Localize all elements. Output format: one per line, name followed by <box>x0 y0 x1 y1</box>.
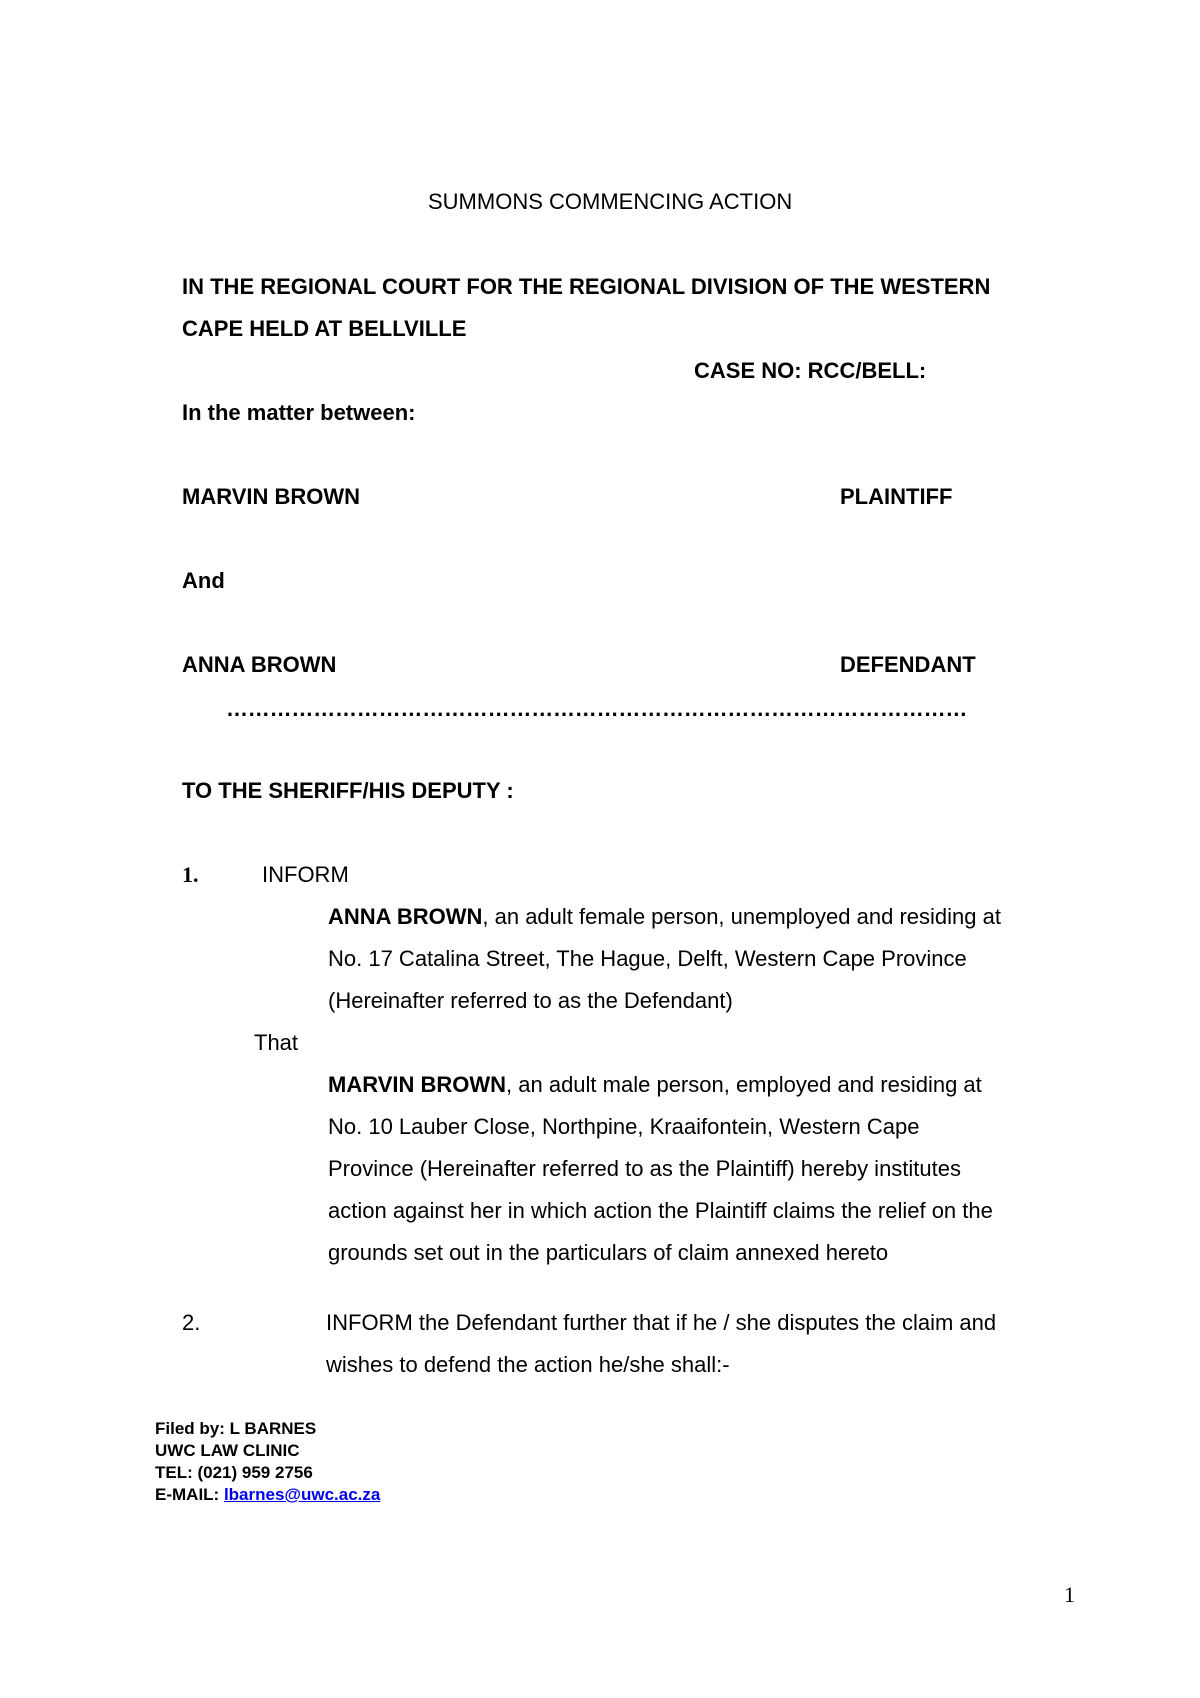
court-heading-line1: IN THE REGIONAL COURT FOR THE REGIONAL DIVISION OF THE WESTERN <box>182 274 991 299</box>
that-connector: That <box>254 1030 299 1055</box>
item-2-line2: wishes to defend the action he/she shall:- <box>326 1352 730 1377</box>
plaintiff-description-line2: No. 10 Lauber Close, Northpine, Kraaifontein, Western Cape <box>328 1114 920 1139</box>
plaintiff-description-line1 <box>328 1072 982 1098</box>
defendant-description-line1 <box>328 904 1001 930</box>
plaintiff-bold-name: MARVIN BROWN <box>328 1072 507 1097</box>
defendant-line1-rest: , an adult female person, unemployed and residing at <box>482 904 1001 929</box>
plaintiff-line1-rest: , an adult male person, employed and residing at <box>506 1072 982 1097</box>
defendant-bold-name: ANNA BROWN <box>328 904 483 929</box>
item-2-number: 2. <box>182 1310 201 1335</box>
and-conjunction: And <box>182 568 225 593</box>
item-1-inform: INFORM <box>262 862 349 887</box>
defendant-description-line2: No. 17 Catalina Street, The Hague, Delft, Western Cape Province <box>328 946 967 971</box>
court-heading-line2: CAPE HELD AT BELLVILLE <box>182 316 467 341</box>
case-number: CASE NO: RCC/BELL: <box>694 358 927 383</box>
footer-tel: TEL: (021) 959 2756 <box>155 1463 313 1482</box>
item-1-number: 1. <box>182 862 199 887</box>
to-sheriff-heading: TO THE SHERIFF/HIS DEPUTY : <box>182 778 514 803</box>
defendant-role: DEFENDANT <box>840 652 976 677</box>
footer-email-label: E-MAIL: <box>155 1485 224 1504</box>
defendant-description-line3: (Hereinafter referred to as the Defendant) <box>328 988 733 1013</box>
page-number: 1 <box>1064 1582 1075 1607</box>
plaintiff-description-line3: Province (Hereinafter referred to as the Plaintiff) hereby institutes <box>328 1156 962 1181</box>
footer-email-link[interactable]: lbarnes@uwc.ac.za <box>223 1485 381 1504</box>
footer-email-line <box>155 1484 380 1505</box>
matter-between-label: In the matter between: <box>182 400 416 425</box>
defendant-name: ANNA BROWN <box>182 652 337 677</box>
plaintiff-name: MARVIN BROWN <box>182 484 361 509</box>
footer-clinic: UWC LAW CLINIC <box>155 1441 300 1460</box>
footer-filed-by: Filed by: L BARNES <box>155 1419 317 1438</box>
plaintiff-description-line5: grounds set out in the particulars of claim annexed hereto <box>328 1240 889 1265</box>
dotted-separator: ………………………………………………………………………………………… <box>226 696 968 721</box>
item-2-line1: INFORM the Defendant further that if he / she disputes the claim and <box>326 1310 997 1335</box>
document-title: SUMMONS COMMENCING ACTION <box>428 189 793 214</box>
plaintiff-description-line4: action against her in which action the Plaintiff claims the relief on the <box>328 1198 993 1223</box>
plaintiff-role: PLAINTIFF <box>840 484 953 509</box>
